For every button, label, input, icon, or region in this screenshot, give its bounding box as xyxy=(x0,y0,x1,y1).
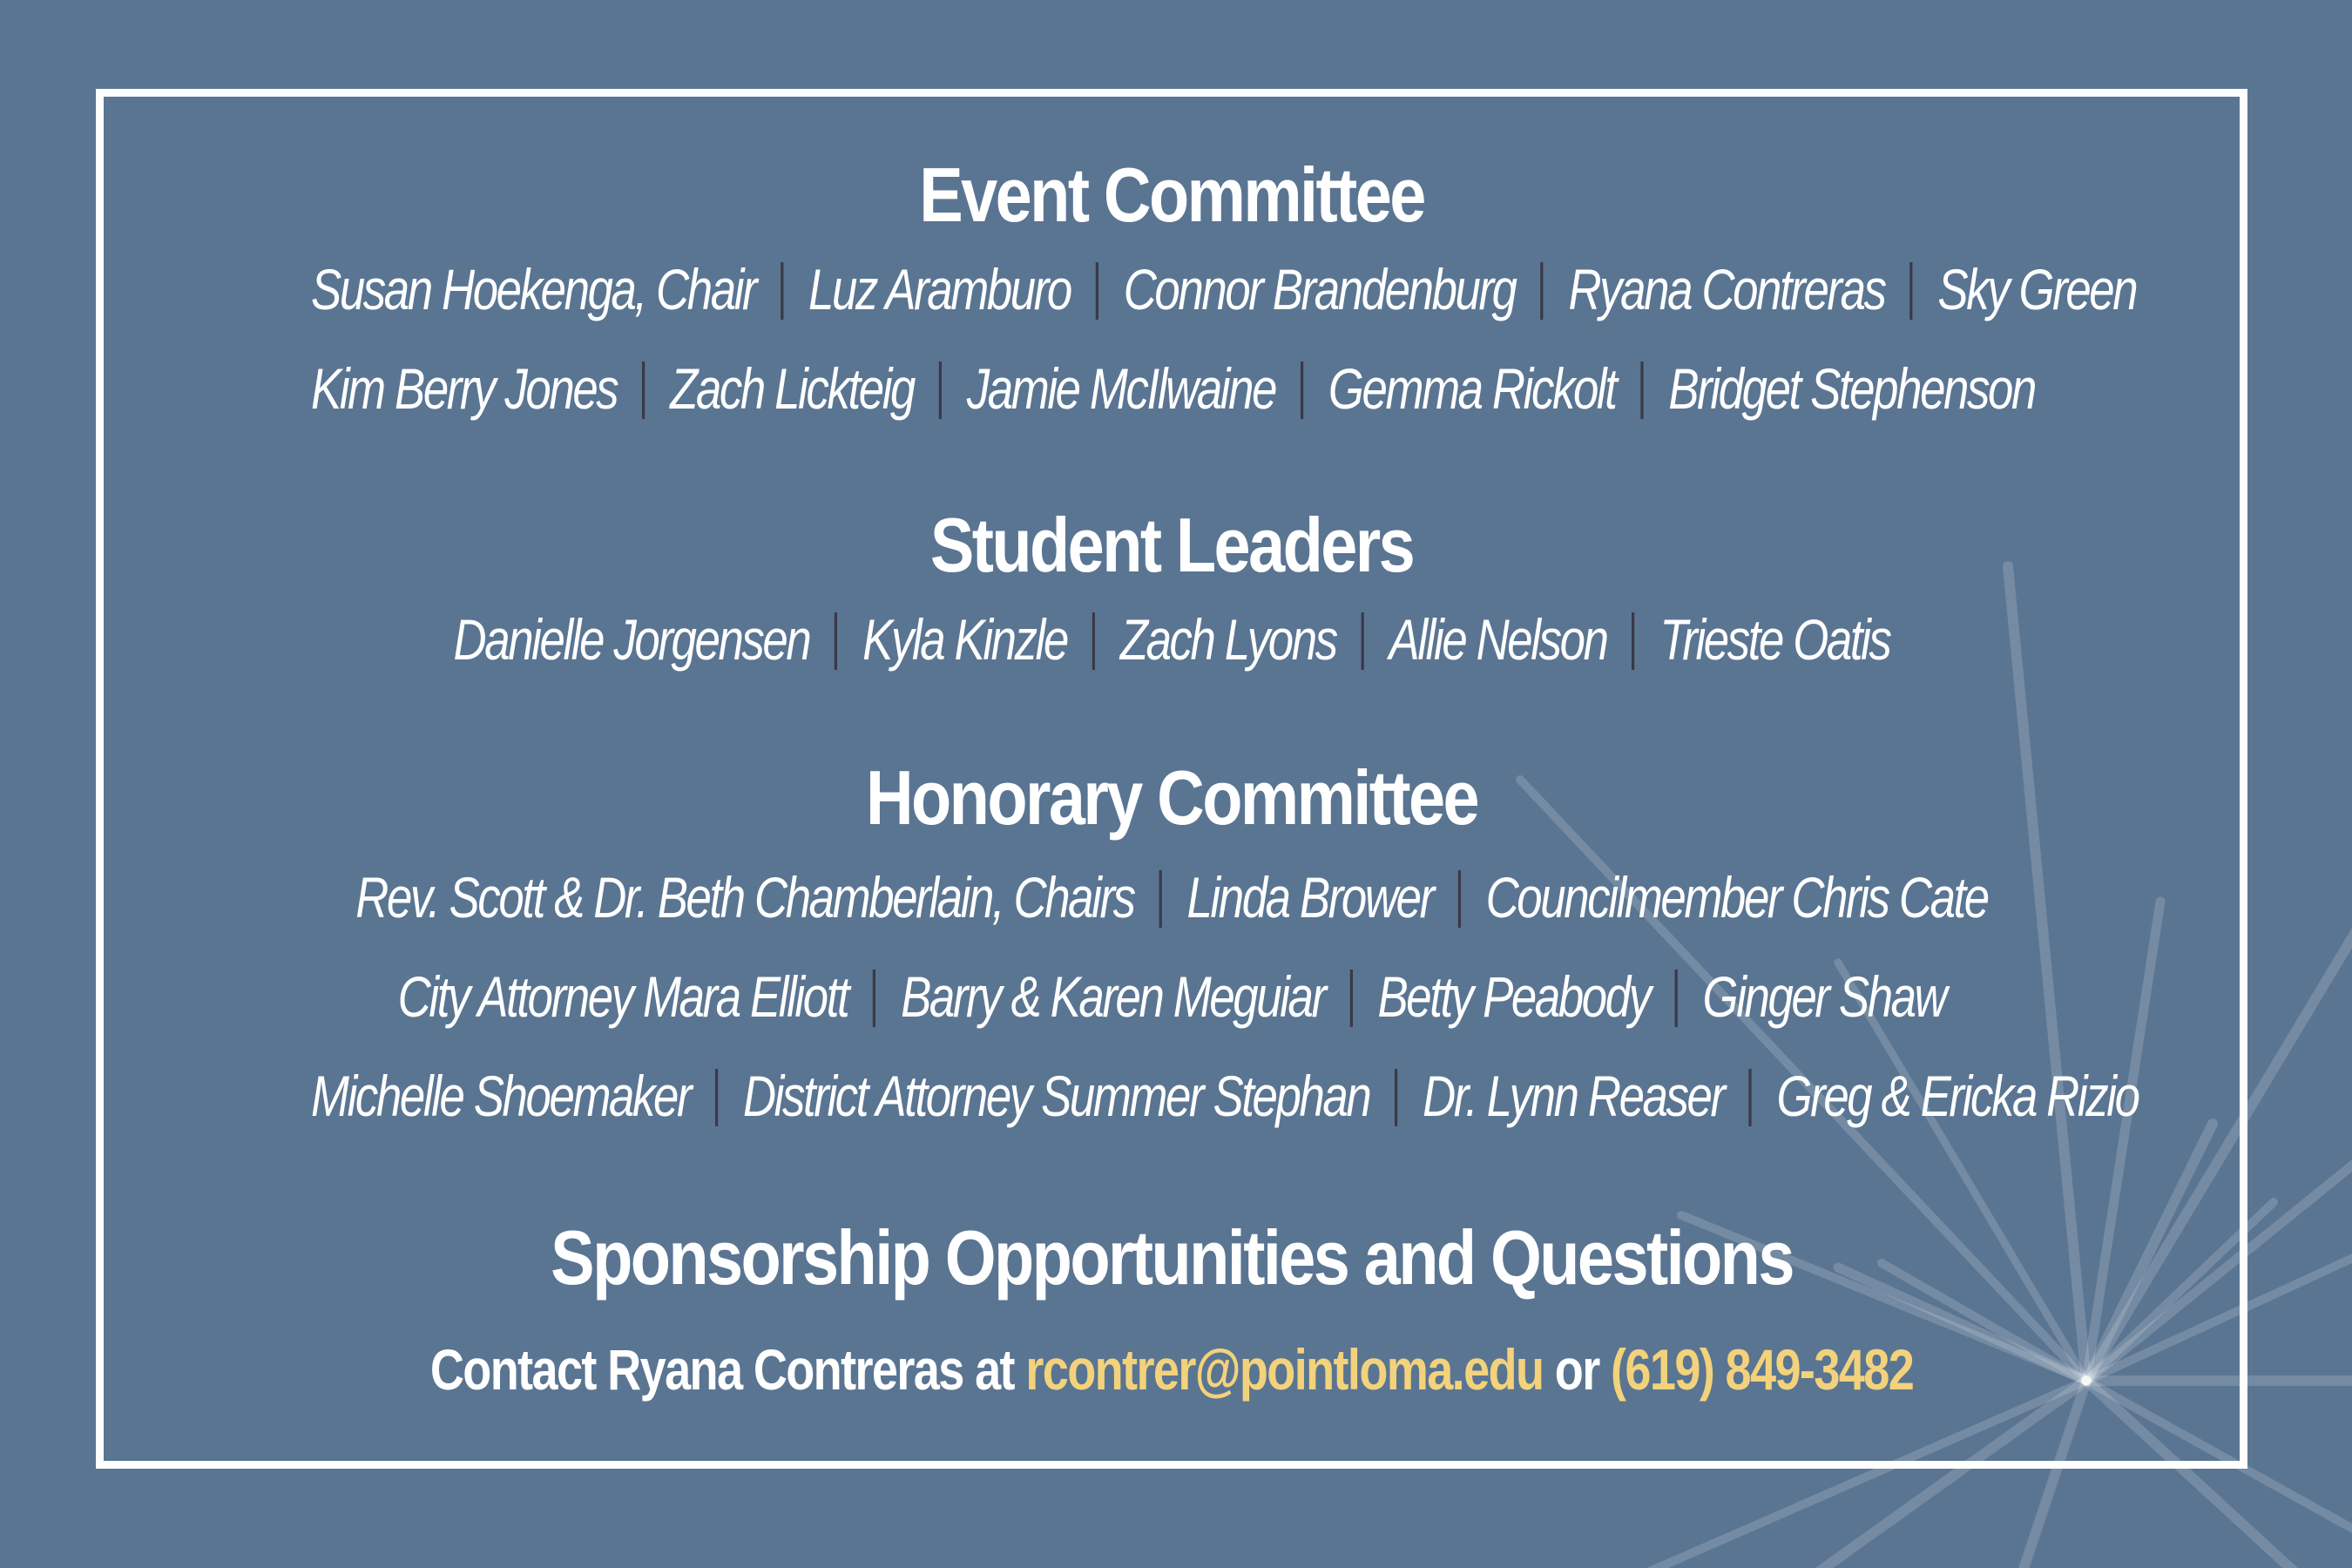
separator xyxy=(1540,262,1543,320)
contact-prefix: Contact Ryana Contreras at xyxy=(429,1337,1026,1402)
name-item: Ryana Contreras xyxy=(1568,257,1885,321)
names-row xyxy=(311,253,2137,326)
name-item: Greg & Ericka Rizio xyxy=(1776,1064,2139,1128)
names-row xyxy=(311,960,2032,1033)
separator xyxy=(1159,870,1161,928)
name-item: Sky Green xyxy=(1937,257,2137,321)
name-item: Rev. Scott & Dr. Beth Chamberlain, Chairs xyxy=(355,865,1134,929)
separator xyxy=(835,612,837,670)
separator xyxy=(642,362,645,419)
name-item: Gemma Rickolt xyxy=(1328,356,1616,421)
separator xyxy=(1675,970,1678,1027)
contact-connector: or xyxy=(1543,1337,1612,1402)
names-row xyxy=(311,603,2032,676)
name-item: Susan Hoekenga, Chair xyxy=(311,257,756,321)
name-item: Zach Lyons xyxy=(1119,607,1336,672)
name-item: Luz Aramburo xyxy=(808,257,1071,321)
name-item: Connor Brandenburg xyxy=(1123,257,1516,321)
email-link[interactable]: rcontrer@pointloma.edu xyxy=(1025,1337,1544,1402)
name-item: District Attorney Summer Stephan xyxy=(742,1064,1370,1128)
separator xyxy=(1395,1069,1397,1126)
section-title-honorary-committee: Honorary Committee xyxy=(865,754,1478,841)
name-item: Linda Brower xyxy=(1186,865,1433,929)
name-item: Trieste Oatis xyxy=(1659,607,1890,672)
section-title-student-leaders: Student Leaders xyxy=(929,502,1414,588)
name-item: Dr. Lynn Reaser xyxy=(1423,1064,1724,1128)
section-title-sponsorship: Sponsorship Opportunities and Questions xyxy=(551,1214,1793,1301)
separator xyxy=(1748,1069,1751,1126)
names-row xyxy=(311,1059,2139,1132)
name-item: Kim Berry Jones xyxy=(311,356,618,421)
name-item: Allie Nelson xyxy=(1389,607,1607,672)
name-item: Kyla Kinzle xyxy=(862,607,1067,672)
name-item: Zach Lickteig xyxy=(670,356,914,421)
name-item: Councilmember Chris Cate xyxy=(1485,865,1988,929)
separator xyxy=(1096,262,1098,320)
name-item: Barry & Karen Meguiar xyxy=(901,964,1325,1029)
name-item: Bridget Stephenson xyxy=(1668,356,2035,421)
name-item: City Attorney Mara Elliott xyxy=(397,964,848,1029)
separator xyxy=(715,1069,718,1126)
section-title-event-committee: Event Committee xyxy=(919,152,1424,238)
separator xyxy=(1301,362,1303,419)
separator xyxy=(1458,870,1461,928)
separator xyxy=(939,362,942,419)
separator xyxy=(873,970,875,1027)
name-item: Danielle Jorgensen xyxy=(453,607,810,672)
name-item: Jamie McIlwaine xyxy=(966,356,1276,421)
names-row xyxy=(311,352,2035,425)
names-row xyxy=(311,861,2032,934)
separator xyxy=(1092,612,1095,670)
name-item: Ginger Shaw xyxy=(1702,964,1946,1029)
name-item: Michelle Shoemaker xyxy=(311,1064,691,1128)
phone-link[interactable]: (619) 849-3482 xyxy=(1611,1337,1914,1402)
separator xyxy=(1909,262,1912,320)
separator xyxy=(1349,970,1352,1027)
separator xyxy=(1362,612,1364,670)
contact-line xyxy=(289,1335,2053,1404)
separator xyxy=(781,262,783,320)
separator xyxy=(1640,362,1643,419)
committee-content xyxy=(96,89,2247,1469)
name-item: Betty Peabody xyxy=(1377,964,1650,1029)
separator xyxy=(1632,612,1634,670)
